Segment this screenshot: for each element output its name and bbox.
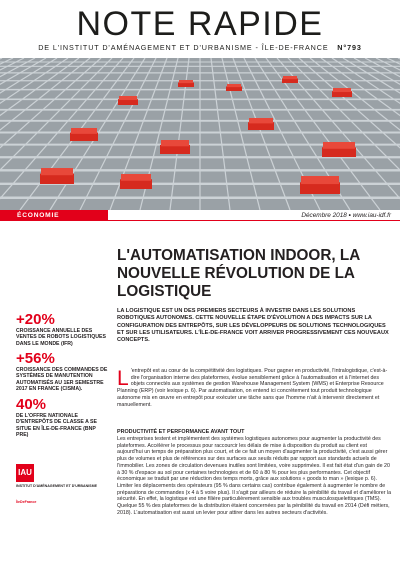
website-link[interactable]: www.iau-idf.fr (352, 212, 391, 219)
article-lead: LA LOGISTIQUE EST UN DES PREMIERS SECTEURS À INVESTIR DANS LES SOLUTIONS ROBOTIQUES AUTONOMES. CETTE NOUVELLE ÉTAPE D'ÉVOLUTION A DES IMPACTS SUR LA CONFIGURATION DES ENTREPÔTS, SUR LES DÉVELOPPEURS DE SOLUTIONS TECHNOLOGIQUES ET SUR LES UTILISATEURS. L'ÎLE-DE-FRANCE VOIT ARRIVER PROGRESSIVEMENT CES NOUVEAUX CONCEPTS. (117, 308, 389, 344)
robot-top (301, 176, 339, 184)
region-logo: ÎleDeFrance (16, 500, 37, 504)
photo-illustration (0, 58, 400, 210)
stat-label: CROISSANCE ANNUELLE DES VENTES DE ROBOTS LOGISTIQUES DANS LE MONDE (IFR) (16, 328, 106, 347)
stat-handling-orders (16, 350, 108, 393)
robot-top (323, 142, 355, 149)
institute-name: DE L'INSTITUT D'AMÉNAGEMENT ET D'URBANISME - ÎLE-DE-FRANCE (38, 43, 329, 52)
section-label: ÉCONOMIE (0, 210, 108, 221)
drop-cap: L (117, 367, 129, 390)
article-intro-paragraph (117, 368, 393, 408)
article-subheading: PRODUCTIVITÉ ET PERFORMANCE AVANT TOUT (117, 429, 245, 435)
intro-text: 'entrepôt est au cœur de la compétitivité des logistiques. Pour gagner en productivité, l'intralogistique, c'est-à-dire l'organisation interne des plateformes, évolue sensiblement grâce à l'automatisation et à l'internet des objets connectés aux systèmes de gestion Warehouse Management System (WMS) et Enterprise Resource Planning (ERP) (voir lexique p. 6). Par automatisation, on entend ici concrètement tout produit technologique autonome mis en œuvre en entrepôt pour exécuter une tâche sans que l'homme n'ait à intervenir directement et manuellement. (117, 368, 388, 408)
stat-label: CROISSANCE DES COMMANDES DE SYSTÈMES DE MANUTENTION AUTOMATISÉS AU 1ER SEMESTRE 2017 EN FRANCE (CISMA). (16, 367, 108, 393)
robot-top (41, 168, 73, 175)
stat-value: 40% (16, 396, 47, 413)
publication-title: NOTE RAPIDE (76, 5, 324, 43)
iau-logo: IAU (16, 464, 34, 482)
robot-top (283, 76, 297, 79)
robot-top (333, 88, 351, 92)
iau-logo-text: INSTITUT D'AMÉNAGEMENT ET D'URBANISME (16, 484, 97, 488)
warehouse-robots-photo (0, 58, 400, 210)
stat-robot-sales (16, 311, 108, 347)
robot-top (249, 118, 273, 123)
masthead (0, 0, 400, 60)
issue-date: Décembre 2018 (301, 212, 347, 219)
article-headline: L'AUTOMATISATION INDOOR, LA NOUVELLE RÉVOLUTION DE LA LOGISTIQUE (117, 247, 360, 300)
issue-number: N°793 (337, 43, 362, 52)
stat-warehouse-share (16, 396, 108, 439)
article-body-paragraph: Les entreprises testent et implémentent des systèmes logistiques autonomes pour augmenter la productivité des plateformes. Accélérer le processus pour raccourcir les délais de mise à disposition du produit au client est aujourd'hui un temps de préparation plus court, et de ce fait un moyen d'augmenter la productivité, c'est aussi gérer plus de volumes et plus de références sur des surfaces aux seuils réduits par rapport aux standards actuels de l'immobilier. Les zones de circulation devenues inutiles sont limitées, voire supprimées. Il est fait état d'un gain de 20 à 30 % d'espace au sol pour certaines technologies et de 60 à 80 % pour les plus performantes. Cet objectif économique se traduit par une réduction des temps morts, grâce aux solutions « goods to man » (lexique p. 6). Limiter les déplacements des opérateurs (95 % dans certains cas) contribue également à augmenter le nombre de préparations de commandes (x 4 à 5 voire plus). Il s'agit par ailleurs de réduire la pénibilité du travail et d'améliorer la sécurité. En effet, la logistique est une filière particulièrement sensible aux troubles musculosquelettiques (TMS). Quelque 55 % des plateformes de la distribution étaient concernées par la pénibilité du travail en 2014 (Défi métiers, 2018). L'automatisation est aussi un levier pour attirer dans les autres secteurs d'activités. (117, 436, 392, 516)
stat-value: +56% (16, 350, 55, 367)
section-strip (0, 210, 400, 221)
publication-subtitle (0, 43, 400, 52)
stat-value: +20% (16, 311, 55, 328)
robot-top (71, 128, 97, 134)
stat-label: DE L'OFFRE NATIONALE D'ENTREPÔTS DE CLASSE A SE SITUE EN ÎLE-DE-FRANCE (BNP PRE) (16, 413, 97, 439)
robot-top (161, 140, 189, 146)
issue-date-line: Décembre 2018 • www.iau-idf.fr (301, 212, 391, 219)
robot-top (227, 84, 241, 87)
robot-top (121, 174, 151, 181)
robot-top (179, 80, 193, 83)
key-figures-sidebar (0, 221, 108, 567)
robot-top (119, 96, 137, 100)
